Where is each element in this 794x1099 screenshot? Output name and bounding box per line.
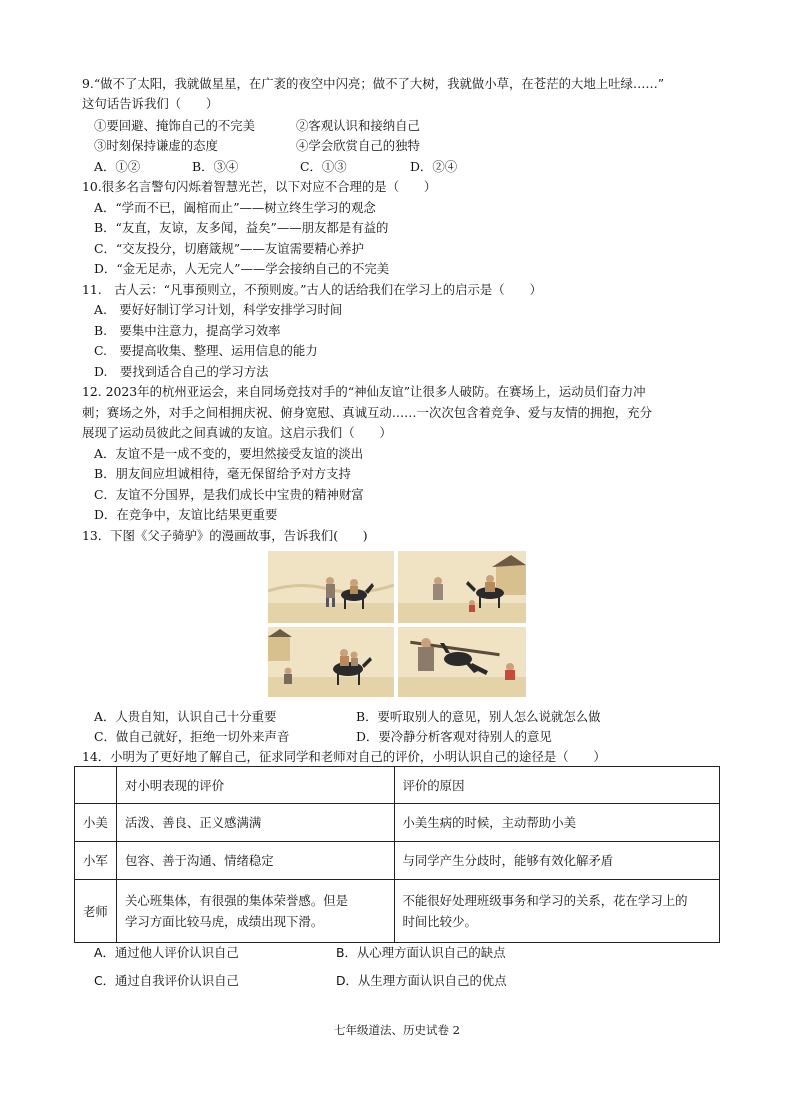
q11-stem: 11. 古人云：“凡事预则立，不预则废。”古人的话给我们在学习上的启示是（ ）	[82, 282, 542, 297]
q9-stem-line2: 这句话告诉我们（ ）	[82, 96, 219, 111]
comic-panel-1	[268, 551, 394, 623]
table-cell-evaluation: 活泼、善良、正义感满满	[116, 804, 394, 842]
table-row	[75, 880, 720, 943]
q13-option-d: D．要冷静分析客观对待别人的意见	[356, 729, 552, 744]
table-cell-evaluation: 包容、善于沟通、情绪稳定	[116, 842, 394, 880]
q10-option-a: A．“学而不已，阖棺而止”——树立终生学习的观念	[94, 200, 376, 215]
q10-option-d: D．“金无足赤，人无完人”——学会接纳自己的不完美	[94, 261, 390, 276]
q9-stem-line1: 9.“做不了太阳，我就做星星，在广袤的夜空中闪亮；做不了大树，我就做小草，在苍茫的大地上吐绿……”	[82, 76, 665, 91]
table-header-cell	[75, 767, 117, 804]
q9-statement-4: ④学会欣赏自己的独特	[296, 138, 420, 153]
page-footer: 七年级道法、历史试卷 2	[334, 1023, 460, 1037]
q9-option-a: A．①②	[94, 159, 141, 174]
q10-option-c: C．“交友投分，切磨箴规”——友谊需要精心养护	[94, 241, 364, 256]
comic-panel-3	[268, 627, 394, 697]
q13-stem: 13．下图《父子骑驴》的漫画故事，告诉我们( )	[82, 528, 368, 543]
table-row	[75, 842, 720, 880]
q9-option-b: B．③④	[192, 159, 239, 174]
q12-option-d: D．在竞争中，友谊比结果更重要	[94, 507, 278, 522]
q12-stem-line1: 12. 2023年的杭州亚运会，来自同场竞技对手的“神仙友谊”让很多人破防。在赛场上，运动员们奋力冲	[82, 384, 646, 399]
table-cell-evaluator: 老师	[75, 880, 117, 943]
comic-panel-4	[398, 627, 526, 697]
table-cell-reason: 小美生病的时候，主动帮助小美	[394, 804, 719, 842]
table-row	[75, 804, 720, 842]
q12-option-c: C．友谊不分国界，是我们成长中宝贵的精神财富	[94, 487, 364, 502]
q9-statement-3: ③时刻保持谦虚的态度	[94, 138, 218, 153]
q14-option-b: B．从心理方面认识自己的缺点	[336, 945, 506, 960]
q14-option-c: C．通过自我评价认识自己	[94, 973, 239, 988]
q12-option-b: B．朋友间应坦诚相待，毫无保留给予对方支持	[94, 466, 351, 481]
q11-option-b: B. 要集中注意力，提高学习效率	[94, 323, 281, 338]
q14-option-a: A．通过他人评价认识自己	[94, 945, 239, 960]
q9-option-d: D．②④	[410, 159, 458, 174]
table-header-cell: 评价的原因	[394, 767, 719, 804]
table-cell-evaluator: 小美	[75, 804, 117, 842]
q11-option-c: C. 要提高收集、整理、运用信息的能力	[94, 343, 318, 358]
q13-option-c: C．做自己就好，拒绝一切外来声音	[94, 729, 290, 744]
table-cell-evaluator: 小军	[75, 842, 117, 880]
evaluation-line: 学习方面比较马虎，成绩出现下滑。	[124, 914, 324, 929]
table-cell-evaluation	[116, 880, 394, 943]
q11-option-d: D. 要找到适合自己的学习方法	[94, 364, 269, 379]
reason-line: 不能很好处理班级事务和学习的关系，花在学习上的	[402, 893, 688, 908]
q10-stem: 10.很多名言警句闪烁着智慧光芒，以下对应不合理的是（ ）	[82, 179, 437, 194]
q13-option-b: B．要听取别人的意见，别人怎么说就怎么做	[356, 709, 601, 724]
q14-stem: 14．小明为了更好地了解自己，征求同学和老师对自己的评价，小明认识自己的途径是（ ）	[82, 749, 606, 764]
q9-statement-1: ①要回避、掩饰自己的不完美	[94, 118, 256, 133]
evaluation-table	[74, 766, 720, 943]
comic-panel-2	[398, 551, 526, 623]
q12-stem-line2: 刺；赛场之外，对手之间相拥庆祝、俯身宽慰、真诚互动……一次次包含着竞争、爱与友情的拥抱，充分	[82, 405, 652, 420]
q9-option-c: C．①③	[300, 159, 347, 174]
q11-option-a: A. 要好好制订学习计划，科学安排学习时间	[94, 302, 343, 317]
q13-option-a: A．人贵自知，认识自己十分重要	[94, 709, 277, 724]
q12-stem-line3: 展现了运动员彼此之间真诚的友谊。这启示我们（ ）	[82, 425, 392, 440]
q9-statement-2: ②客观认识和接纳自己	[296, 118, 420, 133]
table-cell-reason: 与同学产生分歧时，能够有效化解矛盾	[394, 842, 719, 880]
q12-option-a: A．友谊不是一成不变的，要坦然接受友谊的淡出	[94, 446, 364, 461]
father-son-donkey-comic	[268, 551, 526, 697]
table-header-row	[75, 767, 720, 804]
table-header-cell: 对小明表现的评价	[116, 767, 394, 804]
evaluation-line: 关心班集体，有很强的集体荣誉感。但是	[124, 893, 348, 908]
q10-option-b: B．“友直，友谅，友多闻，益矣”——朋友都是有益的	[94, 220, 389, 235]
reason-line: 时间比较少。	[402, 914, 477, 929]
table-cell-reason	[394, 880, 719, 943]
q14-option-d: D．从生理方面认识自己的优点	[336, 973, 507, 988]
